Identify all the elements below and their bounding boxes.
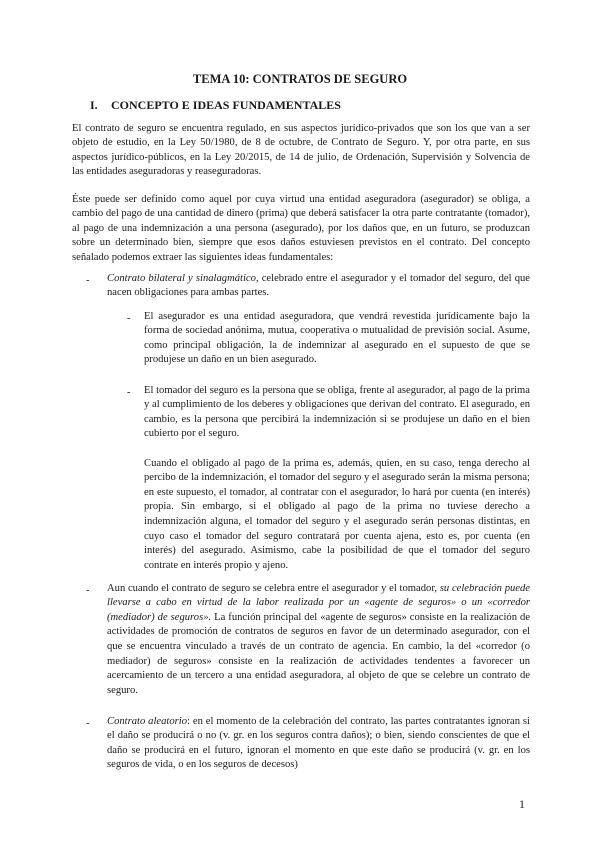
list-item-agente [107, 582, 530, 699]
item-text: , celebrado entre el asegurador y el tomador del seguro, del que nacen obligaciones para ambas partes. [107, 272, 530, 299]
paragraph-regulation: El contrato de seguro se encuentra regulado, en sus aspectos jurídico-privados que son los que van a ser objeto de estudio, en la Ley 50/1980, de 8 de octubre, de Contrato de Seguro. Y, por otra parte, en sus aspectos jurídico-públicos, en la Ley 20/2015, de 14 de julio, de Ordenación, Supervisión y Solvencia de las entidades aseguradoras y reaseguradoras. [72, 122, 530, 178]
section-heading [90, 98, 341, 113]
item-after: La función principal del «agente de seguros» consiste en la realización de actividades de promoción de contratos de seguros en favor de un determinado asegurador, con el que se encuentra vinculado a través de un contrato de agencia. En cambio, la del «corredor (o mediador) de seguros» consiste en la realización de actividades tendentes a favorecer un acercamiento de un tercero a una entidad aseguradora, al objeto de que se celebre un contrato de seguro. [107, 611, 530, 696]
list-item-aleatorio [107, 715, 530, 773]
bullet-marker: - [86, 585, 90, 596]
bullet-marker: - [86, 718, 90, 729]
sub-bullet-marker: - [127, 313, 131, 324]
list-item-bilateral [107, 272, 530, 301]
item-text: : en el momento de la celebración del contrato, las partes contratantes ignoran si el daño se producirá o no (v. gr. en los seguros contra daños); o bien, siendo conscientes de que el daño se producirá en el futuro, ignoran el momento en que este daño se producirá (v. gr. en los seguros de vida, o en los seguros de decesos) [107, 715, 530, 771]
sub-item-tomador: El tomador del seguro es la persona que se obliga, frente al asegurador, al pago de la prima y al cumplimiento de los deberes y obligaciones que derivan del contrato. El asegurado, en cambio, es la persona que percibirá la indemnización si se produjese un daño en el bien cubierto por el seguro. [144, 384, 530, 440]
page-number: 1 [519, 797, 525, 811]
document-title: TEMA 10: CONTRATOS DE SEGURO [192, 72, 408, 86]
sub-item-asegurador: El asegurador es una entidad aseguradora, que vendrá revestida jurídicamente bajo la forma de sociedad anónima, mutua, cooperativa o mutualidad de previsión social. Asume, como principal obligación, la de indemnizar al asegurado en el supuesto de que se produjese un daño en un bien asegurado. [144, 310, 530, 366]
item-italic: su celebración puede llevarse a cabo en virtud de la labor realizada por un «agente de seguros» o un «corredor (mediador) de seguros». [107, 582, 530, 623]
paragraph-definition: Éste puede ser definido como aquel por cuya virtud una entidad aseguradora (asegurador) se obliga, a cambio del pago de una cantidad de dinero (prima) que deberá satisfacer la otra parte contratante (tomador), al pago de una indemnización a una persona (asegurado), por los daños que, en un futuro, se produzcan sobre un determinado bien, siempre que esos daños estuviesen previstos en el contrato. Del concepto señalado podemos extraer las siguientes ideas fundamentales: [72, 193, 530, 263]
section-number: I. [90, 98, 98, 112]
sub-item-interes: Cuando el obligado al pago de la prima es, además, quien, en su caso, tenga derecho al percibo de la indemnización, el tomador del seguro y el asegurado serán la misma persona; en este supuesto, el tomador, al contratar con el asegurador, lo hará por cuenta (en interés) propia. Sin embargo, si el obligado al pago de la prima no tuviese derecho a indemnización alguna, el tomador del seguro y el asegurado serán personas distintas, en cuyo caso el tomador del seguro contratará por cuenta ajena, esto es, por cuenta (en interés) del asegurado. Asimismo, cabe la posibilidad de que el tomador del seguro contrate en interés propio y ajeno. [144, 457, 530, 571]
item-lead: Contrato aleatorio [107, 715, 188, 727]
item-lead: Contrato bilateral y sinalagmático [107, 272, 256, 284]
section-title: CONCEPTO E IDEAS FUNDAMENTALES [111, 98, 341, 112]
bullet-marker: - [86, 275, 90, 286]
sub-bullet-marker: - [127, 387, 131, 398]
item-text: Aun cuando el contrato de seguro se celebra entre el asegurador y el tomador, [107, 582, 440, 594]
